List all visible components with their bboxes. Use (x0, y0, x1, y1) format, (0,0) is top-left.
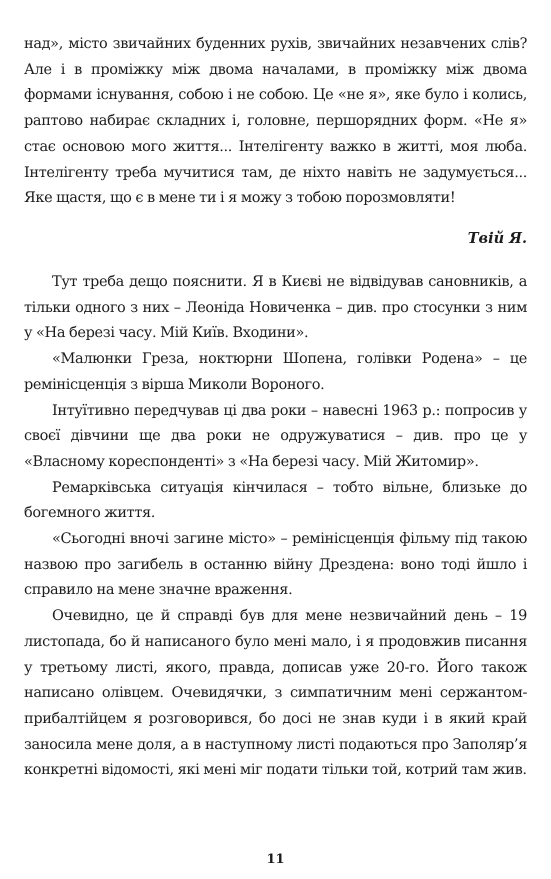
commentary-paragraph: Інтуїтивно передчував ці два роки – навесні 1963 р.: попросив у своєї дівчини ще два роки не одружуватися – див. про це у «Власному кореспонденті» з «На березі часу. Мій Житомир». (24, 402, 527, 470)
commentary-paragraph: Ремарківська ситуація кінчилася – тобто вільне, близьке до богемного життя. (24, 479, 527, 522)
commentary-paragraph: Очевидно, це й справді був для мене незвичайний день – 19 листопада, бо й написаного було мені мало, і я продовжив писання у третьому листі, якого, правда, дописав уже 20-го. Його також написано олівцем. Очевидячки, з симпатичним мені сержантом-прибалтійцем я розговорився, бо досі не знав куди і в який край заносила мене доля, а в наступному листі подаються про Заполяр’я конкретні відомості, які мені міг подати тільки той, котрий там жив. (24, 608, 527, 779)
letter-ending (24, 32, 527, 212)
letter-paragraph: над», місто звичайних буденних рухів, звичайних незавчених слів? Але і в проміжку між двома началами, в проміжку між двома формами існування, собою і не собою. Це «не я», яке було і колись, раптово набирає складних і, головне, першорядних форм. «Не я» стає основою мого життя... Інтелігенту важко в житті, моя люба. Інтелігенту треба мучитися там, де ніхто навіть не задумується... Яке щастя, що є в мене ти і я можу з тобою порозмовляти! (24, 36, 527, 207)
commentary-paragraph: «Малюнки Греза, ноктюрни Шопена, голівки Родена» – це ремінісценція з вірша Миколи Вороного. (24, 351, 527, 393)
letter-signature: Твій Я. (467, 230, 527, 247)
commentary-paragraph: Тут треба дещо пояснити. Я в Києві не відвідував сановників, а тільки одного з них – Леоніда Новиченка – див. про стосунки з ним у «На березі часу. Мій Київ. Входини». (24, 274, 527, 342)
page-number: 11 (266, 852, 285, 867)
commentary-block (24, 270, 527, 784)
commentary-paragraph: «Сьогодні вночі загине місто» – ремінісценція фільму під такою назвою про загибель в останню війну Дрездена: воно тоді йшло і справило на мене значне враження. (24, 531, 527, 599)
